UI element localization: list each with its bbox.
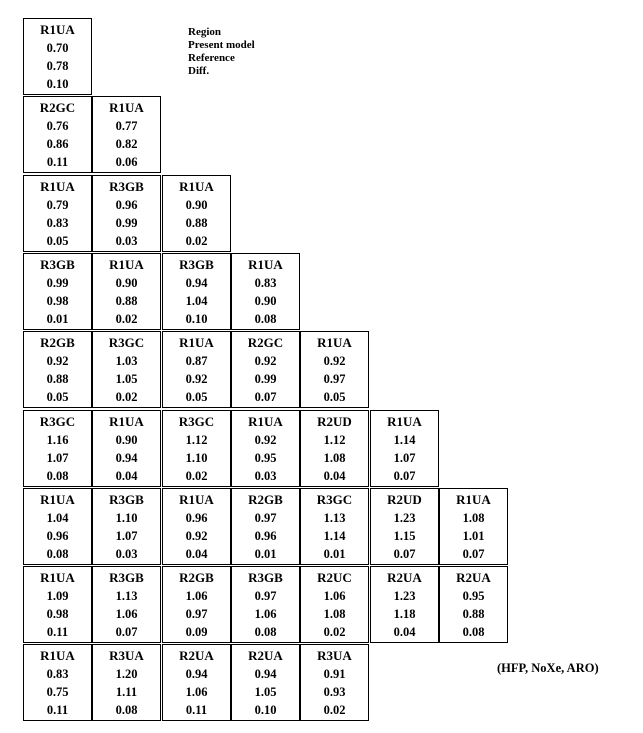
cell-reference: 0.93 — [323, 685, 346, 699]
cell-region: R3GB — [248, 570, 283, 585]
cell-region: R3UA — [109, 648, 144, 663]
cell-reference: 0.75 — [46, 685, 69, 699]
assembly-cell — [92, 175, 161, 252]
cell-reference: 1.04 — [185, 294, 208, 308]
cell-reference: 0.97 — [185, 607, 208, 621]
cell-present: 0.79 — [46, 198, 69, 212]
cell-diff: 0.04 — [115, 469, 138, 483]
legend-diff: Diff. — [188, 65, 210, 77]
cell-reference: 0.86 — [46, 137, 69, 151]
assembly-cell — [23, 410, 92, 487]
cell-present: 0.90 — [115, 276, 138, 290]
cell-diff: 0.02 — [323, 625, 346, 639]
cell-diff: 0.04 — [393, 625, 416, 639]
cell-diff: 0.01 — [323, 547, 346, 561]
cell-region: R1UA — [40, 570, 75, 585]
cell-region: R1UA — [179, 335, 214, 350]
cell-diff: 0.05 — [46, 390, 69, 404]
cell-present: 0.94 — [185, 667, 208, 681]
cell-reference: 0.88 — [46, 372, 69, 386]
cell-present: 0.91 — [323, 667, 346, 681]
assembly-cell — [92, 644, 161, 721]
cell-reference: 0.99 — [254, 372, 277, 386]
legend-present-model: Present model — [188, 39, 255, 51]
cell-diff: 0.07 — [254, 390, 277, 404]
legend — [188, 26, 255, 78]
cell-region: R2UC — [317, 570, 352, 585]
cell-reference: 1.07 — [393, 451, 416, 465]
assembly-cell — [23, 488, 92, 565]
cell-diff: 0.04 — [185, 547, 208, 561]
cell-region: R2UD — [317, 414, 352, 429]
cell-present: 0.83 — [254, 276, 277, 290]
cell-reference: 0.97 — [323, 372, 346, 386]
cell-reference: 0.98 — [46, 294, 69, 308]
cell-region: R2UA — [456, 570, 491, 585]
cell-diff: 0.02 — [115, 312, 138, 326]
cell-reference: 0.92 — [185, 372, 208, 386]
cell-diff: 0.01 — [254, 547, 277, 561]
assembly-cell — [92, 331, 161, 408]
cell-present: 1.14 — [393, 433, 416, 447]
assembly-cell — [370, 566, 439, 643]
cell-reference: 0.94 — [115, 451, 138, 465]
assembly-cell — [23, 18, 92, 95]
cell-region: R3GC — [39, 414, 76, 429]
assembly-cell — [231, 253, 300, 330]
cell-present: 0.70 — [46, 41, 69, 55]
cell-region: R3GB — [40, 257, 75, 272]
assembly-cell — [231, 410, 300, 487]
cell-reference: 0.90 — [254, 294, 277, 308]
cell-diff: 0.02 — [185, 469, 208, 483]
cell-diff: 0.03 — [254, 469, 277, 483]
assembly-cell — [231, 566, 300, 643]
assembly-cell — [439, 488, 508, 565]
cell-present: 1.13 — [115, 589, 138, 603]
cell-region: R1UA — [179, 492, 214, 507]
cell-present: 0.92 — [254, 433, 277, 447]
cell-region: R1UA — [40, 492, 75, 507]
cell-reference: 0.98 — [46, 607, 69, 621]
cell-region: R3GC — [316, 492, 353, 507]
cell-diff: 0.07 — [115, 625, 138, 639]
cell-reference: 0.99 — [115, 216, 138, 230]
assembly-cell — [300, 331, 369, 408]
cell-present: 0.97 — [254, 511, 277, 525]
cell-present: 1.12 — [185, 433, 208, 447]
assembly-cell — [23, 566, 92, 643]
cell-diff: 0.09 — [185, 625, 208, 639]
assembly-cell — [162, 644, 231, 721]
cell-reference: 1.15 — [393, 529, 416, 543]
cell-reference: 0.78 — [46, 59, 69, 73]
cell-present: 0.87 — [185, 354, 208, 368]
assembly-cell — [231, 331, 300, 408]
assembly-cell — [162, 253, 231, 330]
cell-present: 0.94 — [254, 667, 277, 681]
assembly-cell — [23, 331, 92, 408]
assembly-cell — [23, 644, 92, 721]
cell-reference: 1.05 — [115, 372, 138, 386]
cell-diff: 0.03 — [115, 234, 138, 248]
assembly-cell — [300, 488, 369, 565]
assembly-cell — [162, 488, 231, 565]
cell-present: 1.04 — [46, 511, 69, 525]
cell-diff: 0.08 — [46, 469, 69, 483]
cell-diff: 0.04 — [323, 469, 346, 483]
assembly-cell — [162, 410, 231, 487]
cell-reference: 1.06 — [185, 685, 208, 699]
cell-diff: 0.07 — [393, 547, 416, 561]
cell-present: 1.16 — [46, 433, 69, 447]
cell-region: R3GB — [109, 570, 144, 585]
cell-present: 0.94 — [185, 276, 208, 290]
cell-region: R2GC — [247, 335, 284, 350]
cell-region: R3GB — [109, 179, 144, 194]
assembly-cell — [439, 566, 508, 643]
cell-reference: 0.82 — [115, 137, 138, 151]
cell-diff: 0.07 — [393, 469, 416, 483]
cell-reference: 1.08 — [323, 607, 346, 621]
cell-region: R1UA — [40, 179, 75, 194]
cell-region: R3UA — [317, 648, 352, 663]
cell-present: 0.90 — [115, 433, 138, 447]
assembly-cell — [300, 566, 369, 643]
assembly-cell — [162, 566, 231, 643]
assembly-cell — [231, 488, 300, 565]
cell-present: 1.20 — [115, 667, 138, 681]
cell-diff: 0.11 — [185, 703, 208, 717]
cell-present: 1.08 — [462, 511, 485, 525]
cell-region: R1UA — [179, 179, 214, 194]
cell-region: R3GC — [108, 335, 145, 350]
assembly-cell — [92, 566, 161, 643]
legend-reference: Reference — [188, 52, 235, 64]
case-label: (HFP, NoXe, ARO) — [497, 661, 599, 675]
cell-reference: 0.83 — [46, 216, 69, 230]
cell-present: 0.76 — [46, 119, 69, 133]
cell-present: 0.90 — [185, 198, 208, 212]
cell-present: 1.23 — [393, 511, 416, 525]
cell-reference: 0.88 — [462, 607, 485, 621]
cell-reference: 1.07 — [46, 451, 69, 465]
cell-diff: 0.08 — [254, 312, 277, 326]
cell-present: 1.03 — [115, 354, 138, 368]
assembly-cell — [23, 96, 92, 173]
cell-present: 0.99 — [46, 276, 69, 290]
cell-reference: 1.06 — [254, 607, 277, 621]
cell-reference: 0.92 — [185, 529, 208, 543]
assembly-cell — [370, 410, 439, 487]
cell-diff: 0.02 — [323, 703, 346, 717]
cell-diff: 0.08 — [462, 625, 485, 639]
cell-reference: 0.88 — [185, 216, 208, 230]
cell-region: R3GC — [178, 414, 215, 429]
cell-present: 1.09 — [46, 589, 69, 603]
cell-reference: 0.96 — [254, 529, 277, 543]
cell-present: 0.92 — [323, 354, 346, 368]
cell-present: 0.96 — [115, 198, 138, 212]
cell-diff: 0.05 — [185, 390, 208, 404]
cell-region: R1UA — [40, 648, 75, 663]
cell-reference: 0.95 — [254, 451, 277, 465]
cell-reference: 1.14 — [323, 529, 346, 543]
cell-region: R2UD — [387, 492, 422, 507]
cell-diff: 0.08 — [254, 625, 277, 639]
cell-diff: 0.11 — [46, 155, 69, 169]
cell-reference: 0.96 — [46, 529, 69, 543]
cell-diff: 0.02 — [185, 234, 208, 248]
legend-region: Region — [188, 26, 221, 38]
cell-region: R2GB — [40, 335, 75, 350]
cell-reference: 1.08 — [323, 451, 346, 465]
assembly-cell — [300, 410, 369, 487]
cell-region: R2UA — [248, 648, 283, 663]
cell-diff: 0.02 — [115, 390, 138, 404]
cell-region: R2UA — [387, 570, 422, 585]
cell-present: 1.23 — [393, 589, 416, 603]
cell-region: R1UA — [317, 335, 352, 350]
cell-reference: 1.07 — [115, 529, 138, 543]
cell-region: R2GB — [179, 570, 214, 585]
cell-present: 1.13 — [323, 511, 346, 525]
cell-reference: 0.88 — [115, 294, 138, 308]
cell-present: 0.92 — [46, 354, 69, 368]
cell-diff: 0.06 — [115, 155, 138, 169]
cell-reference: 1.06 — [115, 607, 138, 621]
cell-region: R3GB — [179, 257, 214, 272]
cell-diff: 0.10 — [46, 77, 69, 91]
cell-diff: 0.10 — [185, 312, 208, 326]
cell-diff: 0.03 — [115, 547, 138, 561]
cell-present: 1.12 — [323, 433, 346, 447]
cell-region: R1UA — [109, 257, 144, 272]
cell-diff: 0.05 — [323, 390, 346, 404]
cell-diff: 0.11 — [46, 625, 69, 639]
cell-region: R2UA — [179, 648, 214, 663]
assembly-cell — [300, 644, 369, 721]
cell-present: 0.95 — [462, 589, 485, 603]
assembly-cell — [162, 331, 231, 408]
cell-present: 1.06 — [323, 589, 346, 603]
cell-region: R1UA — [40, 22, 75, 37]
assembly-cell — [370, 488, 439, 565]
assembly-cell — [23, 253, 92, 330]
cell-present: 0.96 — [185, 511, 208, 525]
assembly-cell — [23, 175, 92, 252]
cell-reference: 1.01 — [462, 529, 485, 543]
cell-region: R2GB — [248, 492, 283, 507]
cell-region: R1UA — [248, 414, 283, 429]
cell-diff: 0.01 — [46, 312, 69, 326]
cell-region: R2GC — [39, 100, 76, 115]
cell-diff: 0.11 — [46, 703, 69, 717]
cell-present: 0.97 — [254, 589, 277, 603]
cell-diff: 0.07 — [462, 547, 485, 561]
cell-reference: 1.18 — [393, 607, 416, 621]
cell-present: 0.83 — [46, 667, 69, 681]
assembly-cell — [92, 488, 161, 565]
cell-region: R1UA — [456, 492, 491, 507]
cell-diff: 0.05 — [46, 234, 69, 248]
cell-region: R1UA — [387, 414, 422, 429]
cell-diff: 0.10 — [254, 703, 277, 717]
assembly-cell — [92, 253, 161, 330]
cell-diff: 0.08 — [46, 547, 69, 561]
cell-region: R1UA — [248, 257, 283, 272]
cell-reference: 1.11 — [115, 685, 138, 699]
cell-region: R3GB — [109, 492, 144, 507]
cell-reference: 1.10 — [185, 451, 208, 465]
cell-present: 0.92 — [254, 354, 277, 368]
cell-reference: 1.05 — [254, 685, 277, 699]
cell-present: 1.06 — [185, 589, 208, 603]
assembly-cell — [92, 410, 161, 487]
cell-region: R1UA — [109, 414, 144, 429]
cell-present: 1.10 — [115, 511, 138, 525]
cell-diff: 0.08 — [115, 703, 138, 717]
cell-present: 0.77 — [115, 119, 138, 133]
assembly-cell — [92, 96, 161, 173]
cell-region: R1UA — [109, 100, 144, 115]
assembly-cell — [162, 175, 231, 252]
assembly-cell — [231, 644, 300, 721]
